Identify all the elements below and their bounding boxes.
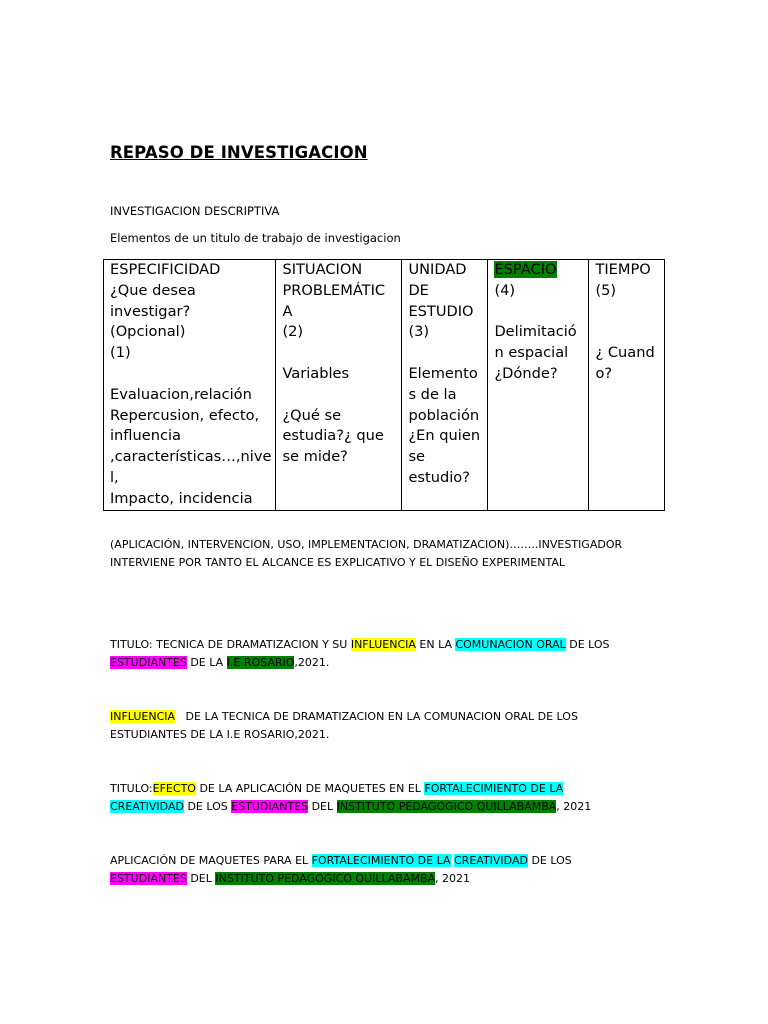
situacion-variables: Variables <box>282 364 350 382</box>
subtitle: INVESTIGACION DESCRIPTIVA <box>110 204 280 218</box>
elements-table <box>103 259 665 511</box>
tiempo-number: (5) <box>595 281 617 299</box>
example-title-3: TITULO:EFECTO DE LA APLICACIÓN DE MAQUETES EN EL FORTALECIMIENTO DE LA CREATIVIDAD DE LOS ESTUDIANTES DEL INSTITUTO PEDAGOGICO QUILLABAMBA, 2021 <box>110 782 592 813</box>
table-cell-unidad: UNIDAD DE ESTUDIO (3) Elemento s de la población ¿En quien se estudio? <box>402 260 488 511</box>
especificidad-examples: Evaluacion,relación Repercusion, efecto, influencia ,características…,nive l, Impacto, incidencia <box>110 385 271 510</box>
espacio-header: ESPACIO <box>494 261 557 278</box>
situacion-header: SITUACION PROBLEMÁTIC A <box>282 260 397 322</box>
elements-heading: Elementos de un titulo de trabajo de investigacion <box>110 231 401 245</box>
page-title: REPASO DE INVESTIGACION <box>110 143 368 162</box>
unidad-number: (3) <box>408 323 430 341</box>
table-cell-tiempo: TIEMPO (5) ¿ Cuand o? <box>589 260 665 511</box>
unidad-header: UNIDAD DE ESTUDIO <box>408 260 483 322</box>
table-cell-situacion: SITUACION PROBLEMÁTIC A (2) Variables ¿Qué se estudia?¿ que se mide? <box>276 260 402 511</box>
especificidad-header: ESPECIFICIDAD ¿Que desea investigar? (Opcional) (1) <box>110 260 271 364</box>
table-row <box>104 260 665 511</box>
example-title-4: APLICACIÓN DE MAQUETES PARA EL FORTALECIMIENTO DE LA CREATIVIDAD DE LOS ESTUDIANTES DEL INSTITUTO PEDAGOGICO QUILLABAMBA, 2021 <box>110 854 572 885</box>
table-cell-espacio: ESPACIO (4) Delimitació n espacial ¿Dónde? <box>488 260 589 511</box>
situacion-number: (2) <box>282 323 304 341</box>
tiempo-header: TIEMPO <box>595 261 651 278</box>
example-title-2: INFLUENCIA DE LA TECNICA DE DRAMATIZACION EN LA COMUNACION ORAL DE LOS ESTUDIANTES DE LA I.E ROSARIO,2021. <box>110 710 578 741</box>
table-cell-especificidad <box>104 260 276 511</box>
scope-note: (APLICACIÓN, INTERVENCION, USO, IMPLEMENTACION, DRAMATIZACION)……..INVESTIGADOR INTERVIENE POR TANTO EL ALCANCE ES EXPLICATIVO Y EL DISEÑO EXPERIMENTAL <box>110 538 623 569</box>
espacio-number: (4) <box>494 281 516 299</box>
example-title-1: TITULO: TECNICA DE DRAMATIZACION Y SU INFLUENCIA EN LA COMUNACION ORAL DE LOS ESTUDIANTES DE LA I.E ROSARIO,2021. <box>110 638 610 669</box>
